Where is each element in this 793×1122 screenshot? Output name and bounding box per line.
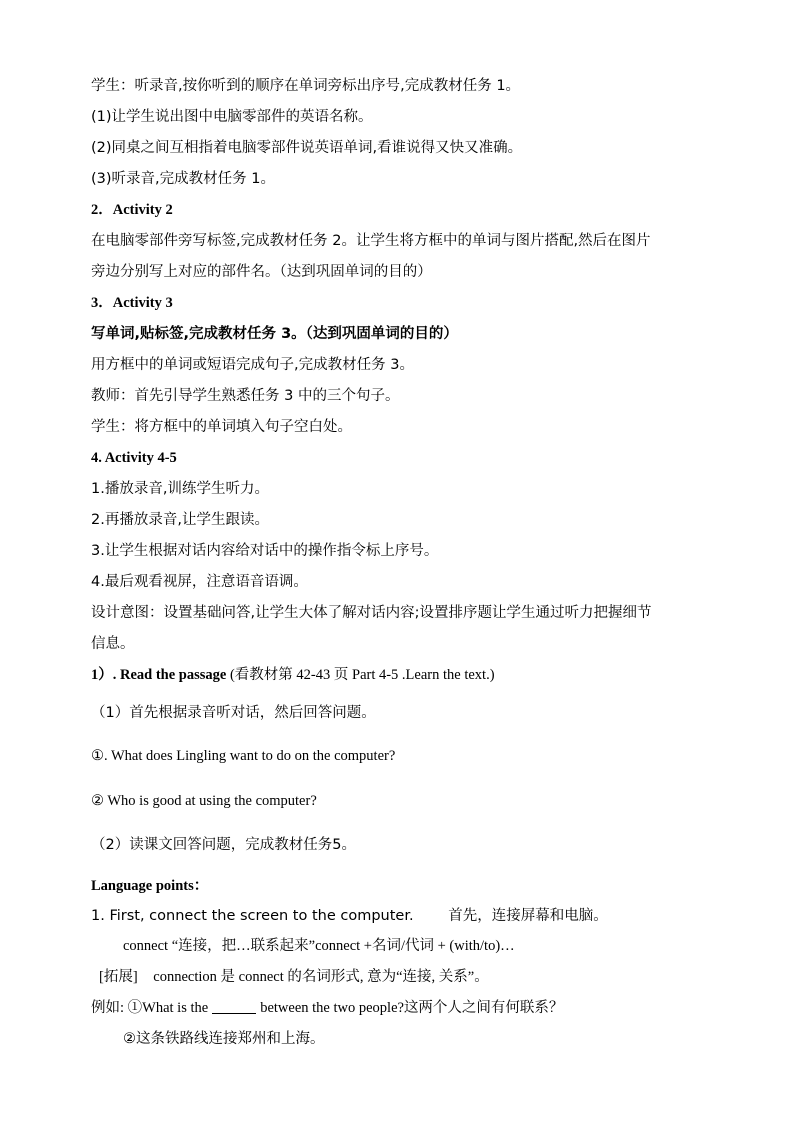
reading-heading-bold: 1）. Read the passage [91,667,227,683]
text-line: connect “连接，把…联系起来”connect +名词/代词 + (with/to)… [123,938,515,954]
fill-blank [212,999,256,1014]
reading-heading-note: (看教材第 42-43 页 Part 4-5 .Learn the text.) [226,667,495,683]
question-line: ② Who is good at using the computer? [91,793,317,809]
text-line: 旁边分别写上对应的部件名。（达到巩固单词的目的） [91,264,432,280]
example-line [91,998,563,1018]
text-line: 在电脑零部件旁写标签,完成教材任务 2。让学生将方框中的单词与图片搭配,然后在图片 [91,233,651,249]
extension-line [99,967,489,987]
text-line: 学生：将方框中的单词填入句子空白处。 [91,419,352,435]
text-line: 信息。 [91,636,135,652]
text-line: 学生：听录音,按你听到的顺序在单词旁标出序号,完成教材任务 1。 [91,78,521,94]
text-line: 教师：首先引导学生熟悉任务 3 中的三个句子。 [91,388,400,404]
text-line: 4.最后观看视屏，注意语音语调。 [91,574,308,590]
section-heading: 2．Activity 2 [91,202,173,218]
example-text-start: 例如: ①What is the [91,1000,209,1016]
text-line: (3)听录音,完成教材任务 1。 [91,171,275,187]
example-text-end: between the two people?这两个人之间有何联系？ [260,1000,564,1016]
reading-heading [91,665,495,685]
text-line: 设计意图：设置基础问答,让学生大体了解对话内容;设置排序题让学生通过听力把握细节 [91,605,652,621]
language-point-sentence: 1. First, connect the screen to the computer. [91,908,414,924]
text-line: （2）读课文回答问题，完成教材任务5。 [91,837,356,853]
bold-text-line: 写单词,贴标签,完成教材任务 3。（达到巩固单词的目的） [91,326,458,342]
text-line: (2)同桌之间互相指着电脑零部件说英语单词,看谁说得又快又准确。 [91,140,523,156]
text-line: （1）首先根据录音听对话，然后回答问题。 [91,705,376,721]
language-point-translation: 首先，连接屏幕和电脑。 [448,908,608,924]
language-points-heading: Language points： [91,878,209,894]
text-line: ②这条铁路线连接郑州和上海。 [123,1031,325,1047]
language-point-item [91,906,608,926]
section-heading: 4. Activity 4-5 [91,450,177,466]
extension-label: [拓展] [99,969,138,985]
text-line: (1)让学生说出图中电脑零部件的英语名称。 [91,109,373,125]
section-heading: 3．Activity 3 [91,295,173,311]
extension-text: connection 是 connect 的名词形式, 意为“连接, 关系”。 [153,969,489,985]
text-line: 1.播放录音,训练学生听力。 [91,481,269,497]
text-line: 2.再播放录音,让学生跟读。 [91,512,269,528]
text-line: 3.让学生根据对话内容给对话中的操作指令标上序号。 [91,543,439,559]
text-line: 用方框中的单词或短语完成句子,完成教材任务 3。 [91,357,414,373]
question-line: ①. What does Lingling want to do on the computer? [91,748,396,764]
